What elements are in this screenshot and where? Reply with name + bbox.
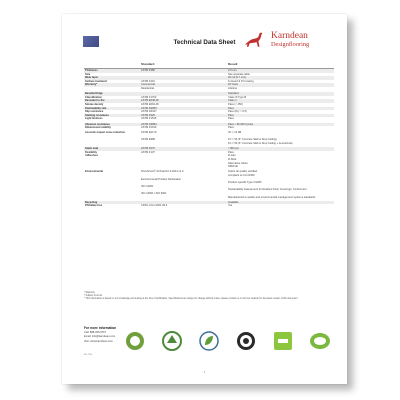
table-row (84, 117, 334, 121)
table-row (84, 170, 334, 199)
footnote: * Subject to terms (84, 295, 103, 297)
result-line: Pass (Dry > 0.5) (228, 110, 247, 114)
table-row (84, 154, 334, 168)
table-body (84, 69, 334, 208)
row-standard (141, 87, 228, 91)
result-line: Pass (< 450) (228, 102, 243, 106)
result-line: IIC = 13 dB (228, 131, 242, 135)
row-result (228, 87, 334, 91)
standard-line: ASTM F925 (141, 113, 155, 117)
standard-line: Commercial (141, 83, 155, 87)
row-label: Recycling (85, 200, 98, 204)
standard-line: ASTM F386 (141, 69, 155, 72)
contact-email[interactable]: Email: info@karndean.com (84, 335, 116, 339)
standard-line: ISO 14001 (141, 184, 154, 188)
standard-line: ASTM E989 (141, 138, 155, 142)
header-result-col: Result (228, 62, 238, 66)
result-line: K-Guard & PU coating (228, 79, 254, 83)
standard-line: ASTM E2179 (141, 131, 157, 135)
lime-square-cert-icon (272, 330, 294, 352)
row-label: Environmental (85, 170, 104, 174)
result-line: 20 mil (0.7 mm) (228, 76, 247, 80)
standard-line: ASTM F970 (141, 147, 155, 151)
result-line: FC = 56 (6" Concrete Slab w Drop Ceiling) (228, 138, 277, 142)
table-row (84, 126, 334, 130)
page-title: Technical Data Sheet (173, 39, 236, 46)
result-line: Product specific Type III EPD (228, 181, 262, 185)
header-label-col (84, 60, 141, 68)
result-line: See separate table (228, 72, 250, 76)
standard-line: CPSC-CH-C1001-09.3 (141, 204, 168, 208)
result-line: Available (228, 200, 239, 204)
standard-line: ASTM F2199 (141, 126, 157, 130)
result-line: Pass (228, 113, 234, 117)
result-line: 20 Years (228, 83, 239, 87)
standard-line: FloorScore® SCS-EC10.3-2014 v4.0 (141, 170, 184, 174)
brand-subtitle: Designflooring (271, 41, 310, 48)
row-label: Flexibility (85, 150, 97, 154)
table-row (84, 204, 334, 208)
row-label: Smoke density (85, 102, 104, 106)
standard-line: Environmental Product Declaration (141, 177, 182, 181)
usgbc-leaf-cert-icon (198, 330, 220, 352)
result-line: Yes (228, 204, 233, 208)
row-label: Bevelled Edge (85, 92, 103, 96)
contact-info (84, 326, 116, 344)
footnote: * This information is based on our knowledge and testing at the time of publication. Specifications are subject to change without notice; please contact us or visit our website for the latest version of this document. (84, 298, 299, 300)
brand-logo (243, 28, 335, 54)
row-standard (141, 126, 228, 130)
result-line: Class 1 (228, 99, 237, 103)
result-line: Pass (228, 150, 234, 154)
result-line: Sustainability Assessment for Resilient Floor Coverings: Conformant (228, 188, 307, 192)
standard-line: ASTM F1700 (141, 95, 157, 99)
result-line: 2.0 mm (228, 69, 237, 72)
standard-line: ASTM E648-06 (141, 99, 159, 103)
contact-title: For more information (84, 326, 117, 330)
row-standard (141, 170, 228, 195)
page-number: 1 (203, 371, 206, 374)
standard-line: ASTM F137 (141, 150, 155, 154)
result-line: FC = 59 (6" Concrete Slab w Drop Ceiling + Acoustimat) (228, 142, 293, 146)
spec-table (84, 60, 334, 208)
result-line: < 800 psi (228, 147, 239, 151)
row-label: Adhesives (85, 154, 98, 158)
result-line: R-Stick (228, 158, 237, 162)
result-line: Pass (228, 106, 234, 110)
row-label: Acoustic impact noise reduction (85, 131, 126, 135)
table-header (84, 60, 334, 69)
result-line: Pass (228, 126, 234, 130)
row-label: Warranty* (85, 83, 98, 87)
result-line: Standard (228, 92, 239, 96)
certification-logos (124, 330, 340, 354)
result-line: Pass (228, 117, 234, 121)
green-oval-cert-icon (309, 330, 331, 352)
result-line: Pass > 95,000 Cycles (228, 122, 254, 126)
contact-website[interactable]: Visit: www.karndean.com (84, 339, 113, 343)
standard-line (141, 154, 228, 158)
row-result (228, 131, 334, 145)
table-row (84, 87, 334, 91)
row-label: Wear layer (85, 76, 99, 80)
footnote: * Warranty (84, 292, 95, 294)
standard-line: ASTM D3884 (141, 122, 157, 126)
result-line: compliant w/ CA 01350 (228, 174, 255, 177)
row-result (228, 154, 334, 168)
row-label: Abrasion resistance (85, 122, 110, 126)
result-line: Indoor air quality certified, (228, 170, 258, 174)
row-standard (141, 131, 228, 142)
brand-name: Karndean (271, 31, 308, 41)
row-label: Resistant to fire (85, 99, 105, 103)
header-standard-col: Standard (141, 62, 155, 66)
table-row (84, 131, 334, 145)
greyhound-logo-icon (243, 28, 265, 50)
row-standard (141, 204, 228, 208)
row-label: Static load (85, 147, 99, 151)
standard-line: Residential (141, 86, 154, 90)
row-result (228, 126, 334, 130)
data-sheet-page (62, 14, 347, 384)
result-line: Alternative Glues (228, 161, 248, 165)
bw-seal-cert-icon (235, 330, 257, 352)
row-label: Surface treatment (85, 79, 108, 83)
row-result (228, 117, 334, 121)
row-result (228, 170, 334, 199)
standard-line: ASTM F1515 (141, 117, 157, 121)
row-label: Thickness (85, 69, 98, 72)
row-label: Flammability rate (85, 106, 107, 110)
row-label: Light fastness (85, 117, 103, 121)
row-label: Dimensional stability (85, 126, 111, 130)
row-label: Size (85, 72, 91, 76)
result-line: Lifetime (228, 86, 238, 90)
footnotes (84, 292, 334, 301)
standard-line: ASTM D2859 (141, 106, 157, 110)
row-label: Classification (85, 95, 102, 99)
green-circle-cert-icon (124, 330, 146, 352)
standard-line: ASTM E662-06 (141, 102, 159, 106)
row-standard (141, 117, 228, 121)
result-line: SRM tab (228, 165, 239, 169)
standard-line: ASTM F410 (141, 79, 155, 83)
row-result (228, 204, 334, 208)
page-code: KD-TDS (84, 354, 93, 356)
row-label: Staining resistance (85, 113, 109, 117)
green-emblem-cert-icon (161, 330, 183, 352)
result-line: Manufactured to quality and environmental management systems standards (228, 195, 316, 199)
contact-phone: Call: 888-266-9767 (84, 330, 107, 334)
standard-line: ASTM D2047 (141, 110, 157, 114)
result-line: R-Gan (228, 154, 236, 158)
row-standard (141, 154, 228, 158)
row-label: Slip resistance (85, 110, 104, 114)
standard-line: ISO 14001 / ISO 9001 (141, 191, 167, 195)
result-line: Class III Type B (228, 95, 247, 99)
row-label: Phthalate free (85, 204, 103, 208)
